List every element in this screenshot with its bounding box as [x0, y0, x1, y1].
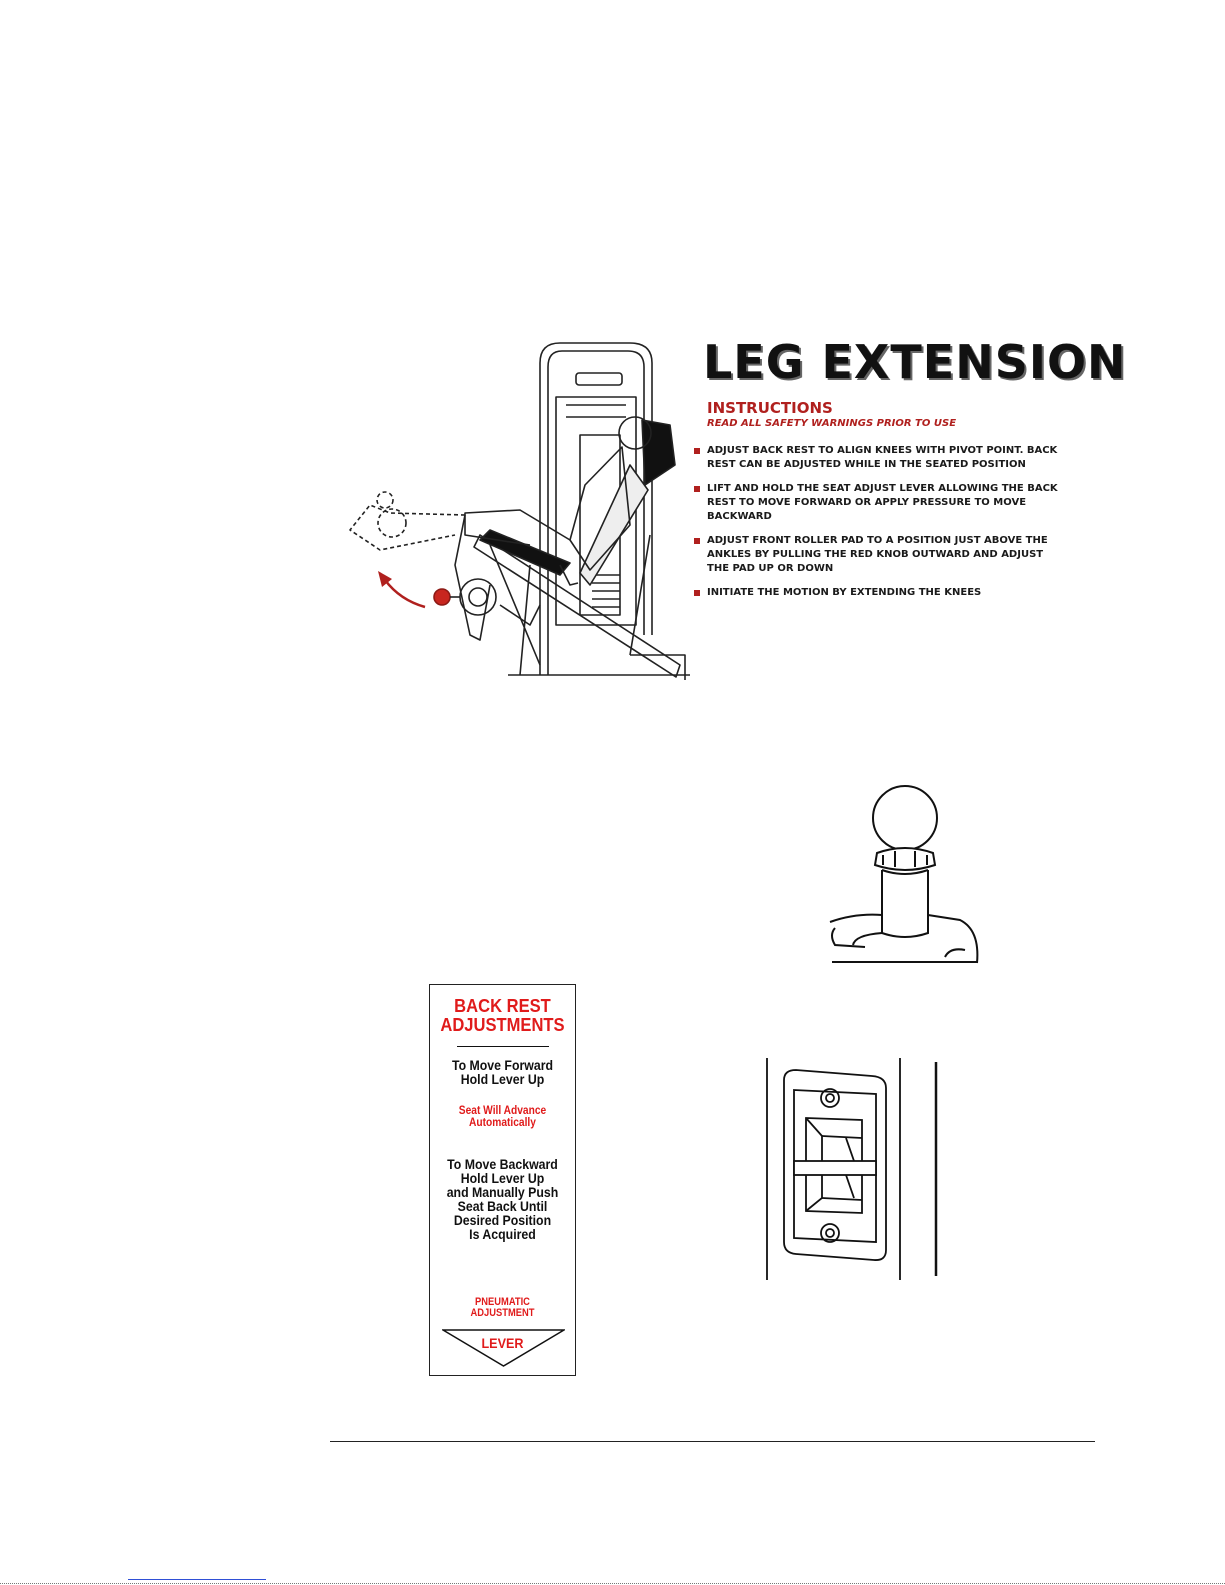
- page-edge-mark: [128, 1579, 266, 1580]
- instruction-item: [694, 586, 1064, 600]
- label-title: [436, 997, 569, 1035]
- red-square-bullet-icon: [694, 486, 700, 492]
- label-title-line: ADJUSTMENTS: [440, 1015, 565, 1035]
- instruction-line: Desired Position: [453, 1212, 552, 1228]
- instruction-item: [694, 482, 1064, 524]
- red-square-bullet-icon: [694, 538, 700, 544]
- red-square-bullet-icon: [694, 590, 700, 596]
- lever-caption: LEVER: [481, 1335, 524, 1351]
- instructions-heading: INSTRUCTIONS: [707, 399, 833, 417]
- instruction-item: [694, 444, 1064, 472]
- label-title-line: BACK REST: [454, 996, 551, 1016]
- seat-advance-note: [441, 1104, 564, 1128]
- pneumatic-adjustment-caption: [441, 1297, 564, 1319]
- instruction-line: To Move Forward: [451, 1057, 554, 1073]
- footer-rule: [330, 1441, 1095, 1442]
- instruction-list: [694, 444, 1064, 610]
- label-divider: [457, 1046, 549, 1047]
- instruction-item: [694, 534, 1064, 576]
- seat-lever-plate-illustration: [762, 1058, 942, 1280]
- instruction-line: and Manually Push: [446, 1184, 559, 1200]
- back-rest-adjustments-label: [429, 984, 576, 1376]
- instruction-text: INITIATE THE MOTION BY EXTENDING THE KNEES: [707, 587, 982, 598]
- caption-line: ADJUSTMENT: [470, 1307, 535, 1319]
- instruction-line: To Move Backward: [447, 1156, 558, 1172]
- note-line: Seat Will Advance: [458, 1103, 547, 1117]
- instruction-text: ADJUST BACK REST TO ALIGN KNEES WITH PIVOT POINT. BACK REST CAN BE ADJUSTED WHILE IN THE SEATED POSITION: [707, 445, 1058, 470]
- caption-line: PNEUMATIC: [475, 1296, 530, 1308]
- leg-extension-machine-illustration: [330, 335, 700, 690]
- adjustment-knob-illustration: [825, 785, 985, 970]
- move-backward-instruction: [439, 1157, 567, 1241]
- note-line: Automatically: [469, 1115, 536, 1129]
- instruction-text: ADJUST FRONT ROLLER PAD TO A POSITION JUST ABOVE THE ANKLES BY PULLING THE RED KNOB OUTWARD AND ADJUST THE PAD UP OR DOWN: [707, 535, 1048, 574]
- instruction-line: Hold Lever Up: [460, 1170, 545, 1186]
- move-forward-instruction: [439, 1058, 567, 1086]
- red-square-bullet-icon: [694, 448, 700, 454]
- decal-title: LEG EXTENSION: [703, 335, 1127, 389]
- instruction-line: Hold Lever Up: [460, 1071, 545, 1087]
- page-edge-dotted-line: [0, 1583, 1225, 1584]
- safety-warning: READ ALL SAFETY WARNINGS PRIOR TO USE: [707, 418, 957, 429]
- instruction-line: Seat Back Until: [457, 1198, 548, 1214]
- instruction-text: LIFT AND HOLD THE SEAT ADJUST LEVER ALLOWING THE BACK REST TO MOVE FORWARD OR APPLY PRESSURE TO MOVE BACKWARD: [707, 483, 1058, 522]
- instruction-line: Is Acquired: [469, 1226, 536, 1242]
